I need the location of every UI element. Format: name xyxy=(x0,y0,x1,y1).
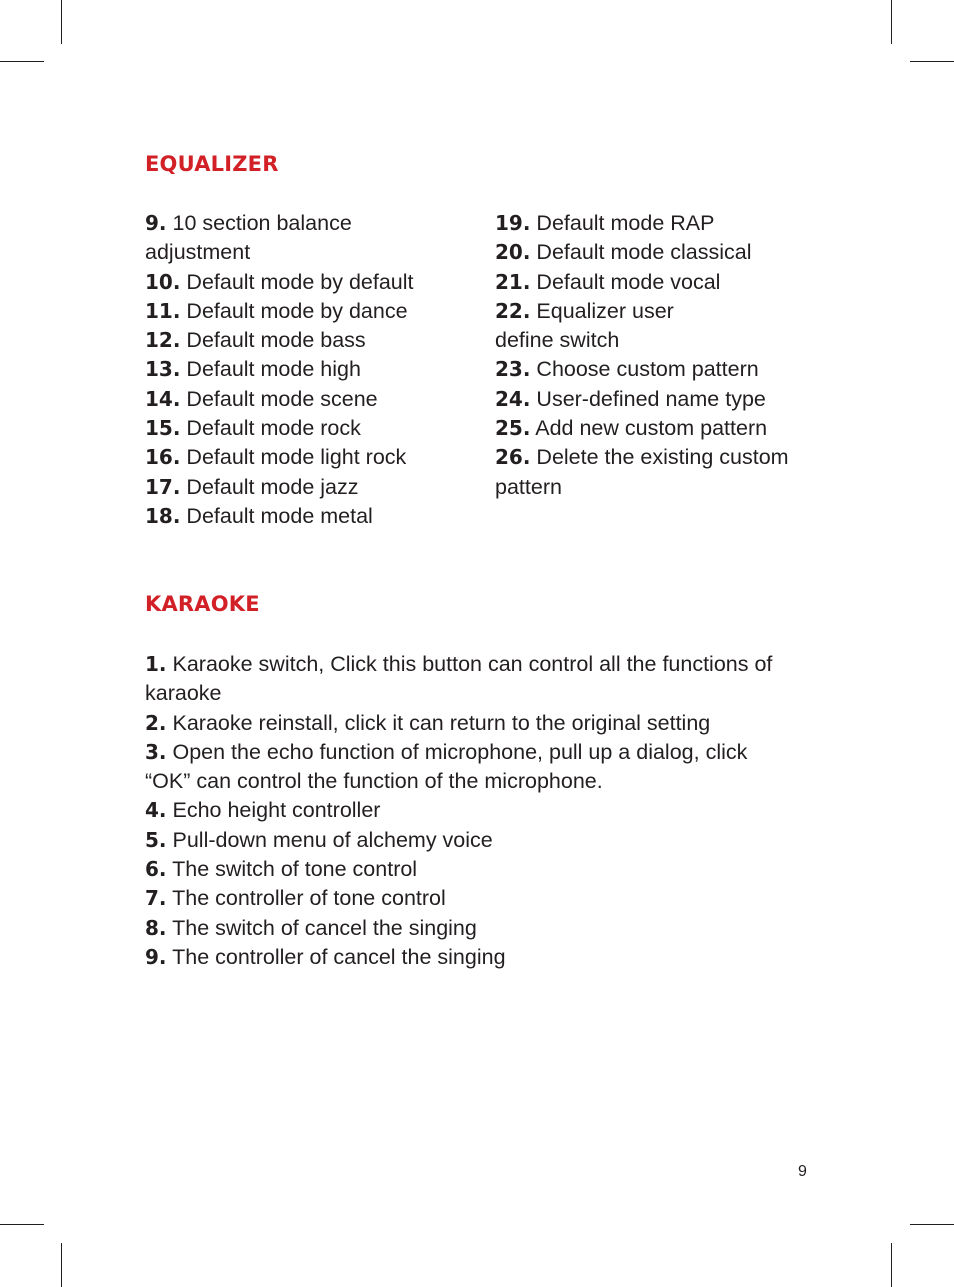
list-item: 6. The switch of tone control xyxy=(145,857,418,882)
list-item: 20. Default mode classical xyxy=(495,240,752,265)
list-item: 22. Equalizer user define switch xyxy=(495,298,674,353)
list-item: 25. Add new custom pattern xyxy=(495,416,768,441)
equalizer-right-column xyxy=(495,209,825,502)
list-item: 9. The controller of cancel the singing xyxy=(145,944,506,969)
crop-mark xyxy=(0,1224,44,1225)
list-item: 11. Default mode by dance xyxy=(145,298,408,323)
list-item: 8. The switch of cancel the singing xyxy=(145,915,477,940)
list-item: 7. The controller of tone control xyxy=(145,886,446,911)
list-item: 13. Default mode high xyxy=(145,357,361,382)
list-item: 9. 10 section balance adjustment xyxy=(145,211,352,265)
list-item: 18. Default mode metal xyxy=(145,503,373,528)
list-item: 17. Default mode jazz xyxy=(145,474,359,499)
equalizer-heading: EQUALIZER xyxy=(145,152,279,176)
list-item: 16. Default mode light rock xyxy=(145,445,407,470)
list-item: 1. Karaoke switch, Click this button can control all the functions of karaoke xyxy=(145,652,773,706)
equalizer-left-column xyxy=(145,209,465,531)
list-item: 10. Default mode by default xyxy=(145,269,414,294)
crop-mark xyxy=(910,61,954,62)
crop-mark xyxy=(891,0,892,44)
list-item: 15. Default mode rock xyxy=(145,416,361,441)
list-item: 5. Pull-down menu of alchemy voice xyxy=(145,827,493,852)
crop-mark xyxy=(910,1224,954,1225)
list-item: 3. Open the echo function of microphone, pull up a dialog, click “OK” can control the function of the microphone. xyxy=(145,739,748,794)
list-item: 26. Delete the existing custom pattern xyxy=(495,445,789,499)
list-item: 12. Default mode bass xyxy=(145,328,366,353)
karaoke-list xyxy=(145,650,825,972)
list-item: 21. Default mode vocal xyxy=(495,269,721,294)
crop-mark xyxy=(891,1243,892,1287)
list-item: 23. Choose custom pattern xyxy=(495,357,759,382)
crop-mark xyxy=(61,1243,62,1287)
list-item: 19. Default mode RAP xyxy=(495,211,715,235)
list-item: 4. Echo height controller xyxy=(145,798,381,823)
list-item: 24. User-defined name type xyxy=(495,386,766,411)
crop-mark xyxy=(0,61,44,62)
list-item: 2. Karaoke reinstall, click it can return to the original setting xyxy=(145,710,711,735)
page-number: 9 xyxy=(798,1163,807,1180)
crop-mark xyxy=(61,0,62,44)
karaoke-heading: KARAOKE xyxy=(145,592,260,616)
list-item: 14. Default mode scene xyxy=(145,386,378,411)
